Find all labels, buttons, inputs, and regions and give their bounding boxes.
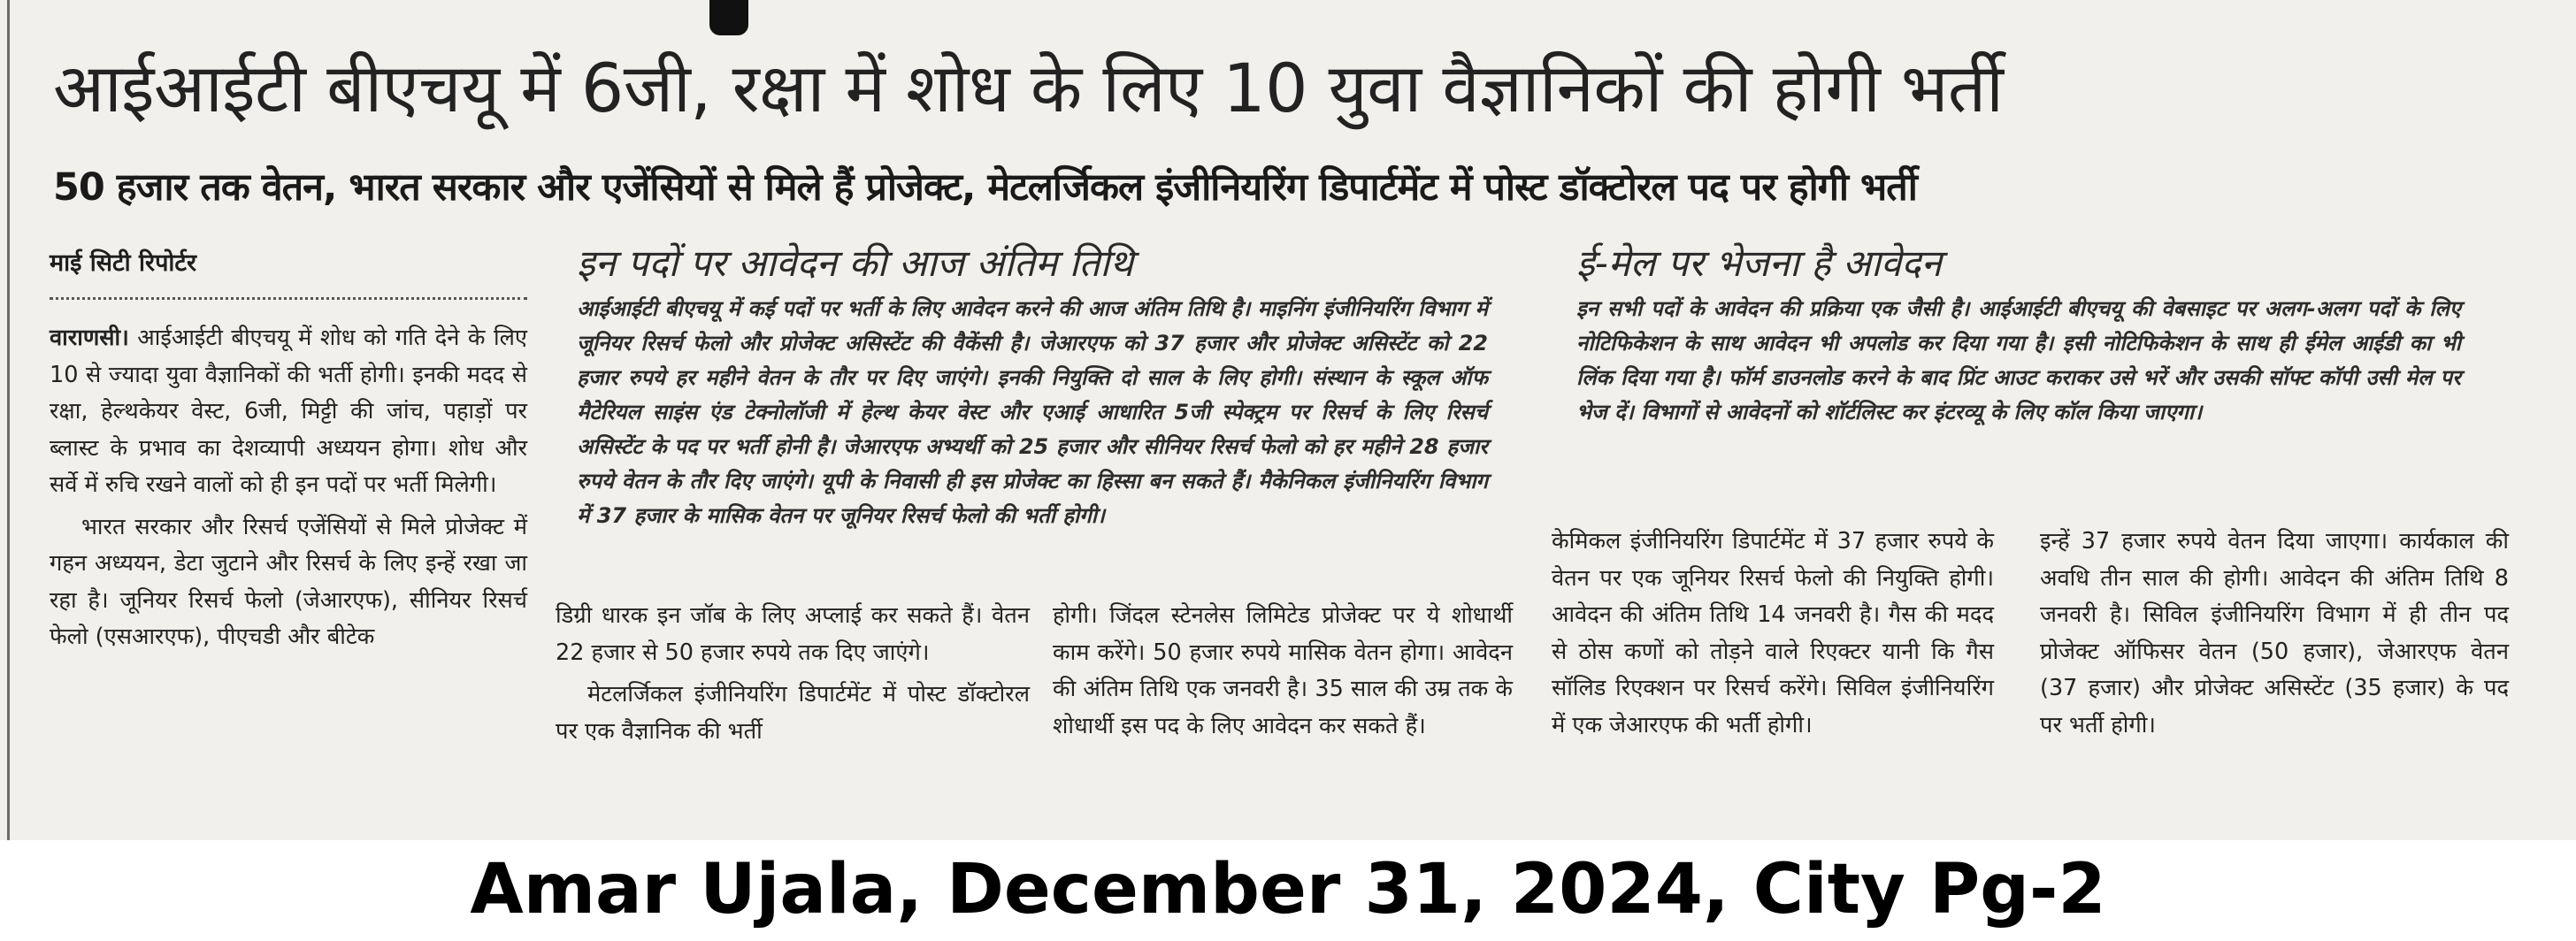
column-2-paragraph-2: मेटलर्जिकल इंजीनियरिंग डिपार्टमेंट में पोस्ट डॉक्टोरल पर एक वैज्ञानिक की भर्ती xyxy=(556,681,1030,745)
box-2-title: ई-मेल पर भेजना है आवेदन xyxy=(1576,241,1942,285)
column-5-paragraph-1: इन्हें 37 हजार रुपये वेतन दिया जाएगा। कार्यकाल की अवधि तीन साल की होगी। आवेदन की अंतिम तिथि 8 जनवरी है। सिविल इंजीनियरिंग विभाग में ही तीन पद प्रोजेक्ट ऑफिसर वेतन (50 हजार), जेआरएफ वेतन (37 हजार) और प्रोजेक्ट असिस्टेंट (35 हजार) के पद पर भर्ती होगी। xyxy=(2040,528,2509,738)
box-2-text: इन सभी पदों के आवेदन की प्रक्रिया एक जैसी है। आईआईटी बीएचयू की वेबसाइट पर अलग-अलग पदों के लिए नोटिफिकेशन के साथ आवेदन भी अपलोड कर दिया गया है। इसी नोटिफिकेशन के साथ ही ईमेल आईडी का भी लिंक दिया गया है। फॉर्म डाउनलोड करने के बाद प्रिंट आउट कराकर उसे भरें और उसकी सॉफ्ट कॉपी उसी मेल पर भेज दें। विभागों से आवेदनों को शॉर्टलिस्ट कर इंटरव्यू के लिए कॉल किया जाएगा। xyxy=(1576,296,2461,425)
clipping-edge xyxy=(7,0,10,840)
subheadline: 50 हजार तक वेतन, भारत सरकार और एजेंसियों से मिले हैं प्रोजेक्ट, मेटलर्जिकल इंजीनियरिंग डिपार्टमेंट में पोस्ट डॉक्टोरल पद पर होगी भर्ती xyxy=(53,165,1917,210)
box-1-text: आईआईटी बीएचयू में कई पदों पर भर्ती के लिए आवेदन करने की आज अंतिम तिथि है। माइनिंग इंजीनियरिंग विभाग में जूनियर रिसर्च फेलो और प्रोजेक्ट असिस्टेंट की वैकेंसी है। जेआरएफ को 37 हजार और प्रोजेक्ट असिस्टेंट को 22 हजार रुपये हर महीने वेतन के तौर पर दिए जाएंगे। इनकी नियुक्ति दो साल के लिए होगी। संस्थान के स्कूल ऑफ मैटेरियल साइंस एंड टेक्नोलॉजी में हेल्थ केयर वेस्ट और एआई आधारित 5जी स्पेक्ट्रम पर रिसर्च के लिए रिसर्च असिस्टेंट के पद पर भर्ती होनी है। जेआरएफ अभ्यर्थी को 25 हजार और सीनियर रिसर्च फेलो को हर महीने 28 हजार रुपये वेतन के तौर दिए जाएंगे। यूपी के निवासी ही इस प्रोजेक्ट का हिस्सा बन सकते हैं। मैकेनिकल इंजीनियरिंग विभाग में 37 हजार के मासिक वेतन पर जूनियर रिसर्च फेलो की भर्ती होगी। xyxy=(577,296,1488,528)
dateline: वाराणसी। xyxy=(50,325,129,351)
column-1-intro: आईआईटी बीएचयू में शोध को गति देने के लिए 10 से ज्यादा युवा वैज्ञानिकों की भर्ती होगी। इनकी मदद से रक्षा, हेल्थकेयर वेस्ट, 6जी, मिट्टी की जांच, पहाड़ों पर ब्लास्ट के प्रभाव का देशव्यापी अध्ययन होगा। शोध और सर्वे में रुचि रखने वालों को ही इन पदों पर भर्ती मिलेगी। xyxy=(50,325,527,498)
article-column-5 xyxy=(2040,524,2509,749)
column-3-paragraph-1: होगी। जिंदल स्टेनलेस लिमिटेड प्रोजेक्ट पर ये शोधार्थी काम करेंगे। 50 हजार रुपये मासिक वेतन होगा। आवेदन की अंतिम तिथि एक जनवरी है। 35 साल की उम्र तक के शोधार्थी इस पद के लिए आवेदन कर सकते हैं। xyxy=(1053,602,1513,739)
column-1-paragraph-2: भारत सरकार और रिसर्च एजेंसियों से मिले प्रोजेक्ट में गहन अध्ययन, डेटा जुटाने और रिसर्च के लिए इन्हें रखा जा रहा है। जूनियर रिसर्च फेलो (जेआरएफ), सीनियर रिसर्च फेलो (एसआरएफ), पीएचडी और बीटेक xyxy=(50,513,527,650)
byline-divider xyxy=(50,297,527,300)
column-2-paragraph-1: डिग्री धारक इन जॉब के लिए अप्लाई कर सकते हैं। वेतन 22 हजार से 50 हजार रुपये तक दिए जाएंगे। xyxy=(556,602,1030,666)
article-column-1 xyxy=(50,320,527,662)
source-caption: Amar Ujala, December 31, 2024, City Pg-2 xyxy=(470,850,2106,930)
box-1-title: इन पदों पर आवेदन की आज अंतिम तिथि xyxy=(577,241,1134,285)
article-column-3 xyxy=(1053,598,1513,750)
article-column-4 xyxy=(1552,524,1994,749)
column-1-paragraph-1 xyxy=(50,320,527,504)
binding-mark xyxy=(709,0,748,35)
column-4-paragraph-1: केमिकल इंजीनियरिंग डिपार्टमेंट में 37 हजार रुपये के वेतन पर एक जूनियर रिसर्च फेलो की नियुक्ति होगी। आवेदन की अंतिम तिथि 14 जनवरी है। गैस की मदद से ठोस कणों को तोड़ने वाले रिएक्टर यानी कि गैस सॉलिड रिएक्शन पर रिसर्च करेंगे। सिविल इंजीनियरिंग में एक जेआरएफ की भर्ती होगी। xyxy=(1552,528,1994,738)
article-column-2 xyxy=(556,598,1030,755)
headline: आईआईटी बीएचयू में 6जी, रक्षा में शोध के लिए 10 युवा वैज्ञानिकों की होगी भर्ती xyxy=(53,49,2004,127)
byline: माई सिटी रिपोर्टर xyxy=(50,249,197,277)
